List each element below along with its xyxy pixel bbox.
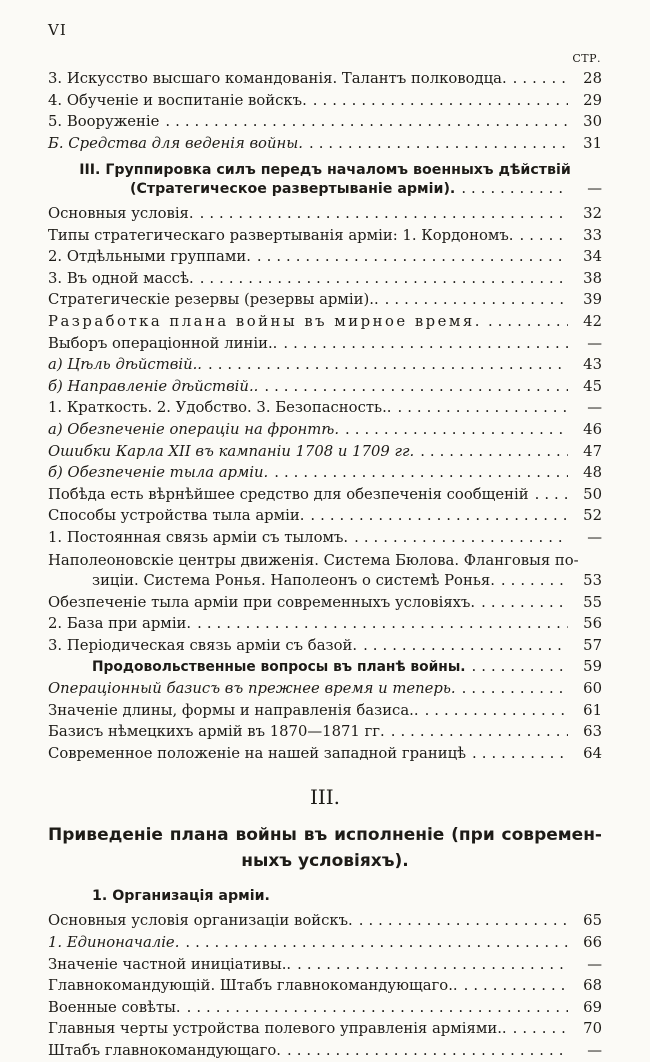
toc-entry-page: 42 [583,312,602,330]
toc-entry [48,291,602,313]
toc-entry-title: Ошибки Карла XII въ кампаніи 1708 и 1709 гг. [48,442,415,460]
dot-leader [392,399,568,416]
toc-entry-title: 3. Искусство высшаго командованія. Талантъ полководца. [48,70,507,87]
dot-leader [419,702,568,719]
toc-entry-page: 50 [583,485,602,503]
toc-entry-title: Главнокомандующій. Штабъ главнокомандующаго.. [48,977,458,995]
toc-entry [48,977,602,999]
dot-leader [475,594,568,611]
toc-entry [48,637,602,659]
dot-leader [414,443,568,460]
toc-entry-title: Значеніе длины, формы и направленія базиса.. [48,701,419,719]
toc-list-chapter-2 [48,70,602,766]
toc-entry-title: Значеніе частной иниціативы.. [48,955,292,973]
section-title [48,822,602,874]
toc-entry-line2 [48,572,602,594]
toc-entry [48,745,602,767]
toc-entry-page: 31 [583,134,602,152]
toc-entry [48,507,602,529]
toc-entry [48,464,602,486]
toc-entry-title: б) Обезпеченіе тыла арміи. [48,464,269,482]
toc-entry-title: а) Обезпеченіе операціи на фронтѣ. [48,420,340,438]
dot-leader [385,723,568,740]
toc-entry [48,956,602,978]
dot-leader [353,912,568,929]
toc-entry-title: Продовольственные вопросы въ планѣ войны. [92,659,466,676]
toc-entry-page: 68 [583,977,602,995]
toc-entry-page: 64 [583,744,602,762]
toc-entry [48,486,602,508]
toc-entry-title: Военные совѣты. [48,998,181,1016]
dot-leader [507,1020,568,1037]
dot-leader [357,637,568,654]
toc-entry-title: Современное положеніе на нашей западной границѣ [48,744,467,762]
dot-leader [455,180,568,197]
toc-entry [48,615,602,637]
toc-entry [48,702,602,724]
toc-entry [48,205,602,227]
toc-entry [48,335,602,357]
toc-entry-title: Базисъ нѣмецкихъ армій въ 1870—1871 гг. [48,723,385,741]
toc-entry-title: 5. Вооруженіе [48,113,160,131]
dot-leader [281,1042,568,1059]
toc-entry-title: 1. Краткость. 2. Удобство. 3. Безопасность.. [48,399,392,417]
toc-entry-title: Операціонный базисъ въ прежнее время и теперь. [48,680,456,698]
toc-entry-page: 55 [583,593,602,611]
dot-leader [482,313,568,330]
toc-entry-page: 48 [583,464,602,482]
toc-entry [48,135,602,157]
dot-leader [379,291,568,308]
toc-group-heading-line1: III. Группировка силъ передъ началомъ военныхъ дѣйствій [79,162,571,179]
toc-entry-title: 2. База при арміи. [48,615,192,633]
toc-entry [48,92,602,114]
folio-page-number: VI [48,21,67,39]
toc-entry-title: Обезпеченіе тыла арміи при современныхъ условіяхъ. [48,593,476,611]
toc-entry-page: 32 [583,204,602,222]
toc-entry-title: 3. Въ одной массѣ. [48,269,194,287]
dot-leader [258,378,568,395]
dot-leader [466,745,568,762]
dot-leader [458,977,568,994]
toc-entry [48,934,602,956]
dot-leader [307,92,568,109]
toc-entry-title: Побѣда есть вѣрнѣйшее средство для обезпеченія сообщеній [48,485,529,503]
toc-entry-title: 2. Отдѣльными группами. [48,248,251,266]
toc-entry [48,313,602,335]
toc-entry-title: 4. Обученіе и воспитаніе войскъ. [48,91,307,109]
toc-entry-page: 65 [583,912,602,930]
dot-leader [514,227,569,244]
dot-leader [159,113,568,130]
toc-entry-title: а) Цѣль дѣйствій.. [48,356,203,374]
toc-list-chapter-3 [48,912,602,1062]
toc-entry [48,723,602,745]
toc-entry-page: — [587,399,602,417]
dot-leader [456,680,568,697]
subsection-heading: 1. Организація арміи. [92,888,270,905]
toc-entry-title: 1. Постоянная связь арміи съ тыломъ. [48,528,349,546]
toc-entry [48,999,602,1021]
toc-entry-title: Главныя черты устройства полевого управленія арміями.. [48,1020,507,1038]
toc-entry-page: 28 [583,70,602,87]
dot-leader [348,529,568,546]
toc-entry-page: 52 [583,507,602,525]
toc-entry-title: Выборъ операціонной линіи.. [48,334,278,352]
toc-entry-page: 60 [583,680,602,698]
toc-entry-page: 33 [583,226,602,244]
toc-entry-page: 70 [583,1020,602,1038]
toc-entry [48,529,602,551]
toc-entry-title: Разработка плана войны въ мирное время. [48,312,482,330]
dot-leader [303,135,568,152]
toc-entry [48,378,602,400]
toc-entry-title: Способы устройства тыла арміи. [48,507,305,525]
toc-entry [48,1042,602,1062]
toc-entry-page: 57 [583,636,602,654]
toc-entry-twoline [48,550,602,593]
toc-entry-page: 66 [583,934,602,951]
toc-entry-page: — [587,334,602,352]
dot-leader [191,615,568,632]
toc-entry-page: — [587,180,602,198]
dot-leader [466,658,568,675]
dot-leader [251,248,568,265]
toc-entry [48,680,602,702]
toc-entry [48,113,602,135]
toc-entry [48,443,602,465]
toc-entry-title: 3. Періодическая связь арміи съ базой. [48,636,358,654]
toc-entry-title: зиціи. Система Ронья. Наполеонъ о системѣ Ронья. [92,572,495,590]
toc-group-heading-line2 [48,180,602,202]
toc-entry-page: 38 [583,269,602,287]
toc-entry-title: 1. Единоначаліе. [48,934,180,951]
dot-leader [194,205,568,222]
toc-entry-page: 63 [583,723,602,741]
toc-entry [48,658,602,680]
dot-leader [339,421,568,438]
toc-entry-title: Типы стратегическаго развертыванія арміи: 1. Кордономъ. [48,226,514,244]
toc-entry-title: Б. Средства для веденія войны. [48,134,304,152]
toc-entry-title: (Стратегическое развертываніе арміи). [130,181,456,198]
dot-leader [529,486,568,503]
dot-leader [291,956,568,973]
toc-entry [48,399,602,421]
toc-entry-page: 46 [583,420,602,438]
page-column-header: СТР. [572,52,601,65]
toc-entry [48,421,602,443]
toc-entry [48,356,602,378]
toc-entry-page: 53 [583,572,602,590]
toc-entry [48,227,602,249]
toc-entry-title: Основныя условія. [48,204,194,222]
toc-entry-title: Стратегическіе резервы (резервы арміи).. [48,291,379,309]
dot-leader [495,572,568,589]
toc-entry-page: 59 [583,658,602,676]
toc-entry-title: Основныя условія организаціи войскъ. [48,912,353,930]
dot-leader [507,70,568,87]
toc-entry-page: — [587,528,602,546]
toc-entry-page: — [587,955,602,973]
toc-entry [48,1020,602,1042]
toc-entry-page: — [587,1041,602,1059]
dot-leader [181,999,568,1016]
toc-entry [48,912,602,934]
section-number: III. [309,785,341,810]
toc-entry-page: 30 [583,113,602,131]
toc-entry-page: 69 [583,998,602,1016]
toc-entry [48,594,602,616]
dot-leader [194,270,568,287]
dot-leader [268,464,568,481]
dot-leader [179,934,568,951]
toc-entry-page: 34 [583,248,602,266]
toc-entry-title: б) Направленіе дѣйствій.. [48,377,259,395]
dot-leader [202,356,568,373]
toc-entry [48,70,602,92]
toc-entry-page: 39 [583,291,602,309]
toc-entry-page: 47 [583,442,602,460]
toc-entry-page: 43 [583,356,602,374]
toc-entry [48,270,602,292]
toc-entry-title: Штабъ главнокомандующаго. [48,1041,281,1059]
toc-entry-title-line1: Наполеоновскіе центры движенія. Система Бюлова. Фланговыя по- [48,552,579,570]
section-title-line1: Приведеніе плана войны въ исполненіе (при современ- [48,825,602,846]
toc-group-heading [48,160,602,202]
toc-entry-page: 61 [583,701,602,719]
toc-entry-page: 56 [583,615,602,633]
dot-leader [277,335,568,352]
toc-entry-page: 29 [583,91,602,109]
toc-entry-page: 45 [583,377,602,395]
section-title-line2: ныхъ условіяхъ). [241,851,409,872]
toc-entry [48,248,602,270]
dot-leader [304,507,568,524]
